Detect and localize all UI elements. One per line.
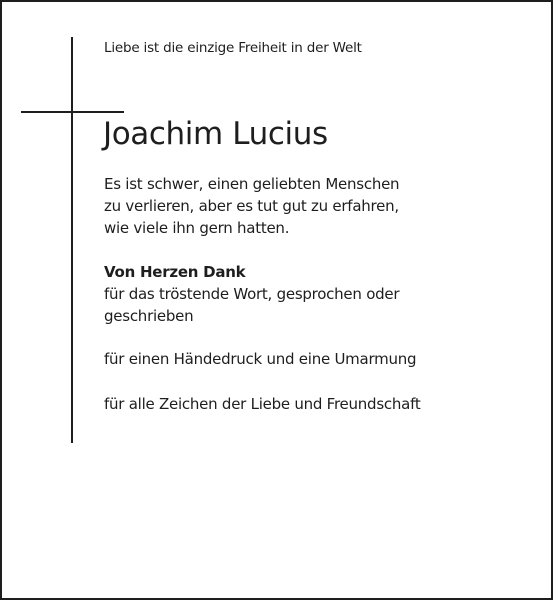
- condolence-paragraph: [104, 173, 399, 239]
- thanks-item-signs-of-love: [104, 393, 420, 415]
- thanks-line: für das tröstende Wort, gesprochen oder: [104, 285, 400, 303]
- thanks-section: [104, 261, 399, 327]
- thanks-item-text: für einen Händedruck und eine Umarmung: [104, 350, 417, 368]
- deceased-name: Joachim Lucius: [103, 116, 328, 152]
- thanks-heading: Von Herzen Dank: [104, 263, 246, 281]
- paragraph-line: wie viele ihn gern hatten.: [104, 219, 290, 237]
- cross-vertical-bar: [71, 37, 73, 443]
- thanks-item-text: für alle Zeichen der Liebe und Freundschaft: [104, 395, 421, 413]
- paragraph-line: zu verlieren, aber es tut gut zu erfahren,: [104, 197, 399, 215]
- motto-text: Liebe ist die einzige Freiheit in der Welt: [104, 40, 362, 56]
- paragraph-line: Es ist schwer, einen geliebten Menschen: [104, 175, 400, 193]
- thanks-item-handshake: [104, 348, 416, 370]
- thanks-line: geschrieben: [104, 307, 194, 325]
